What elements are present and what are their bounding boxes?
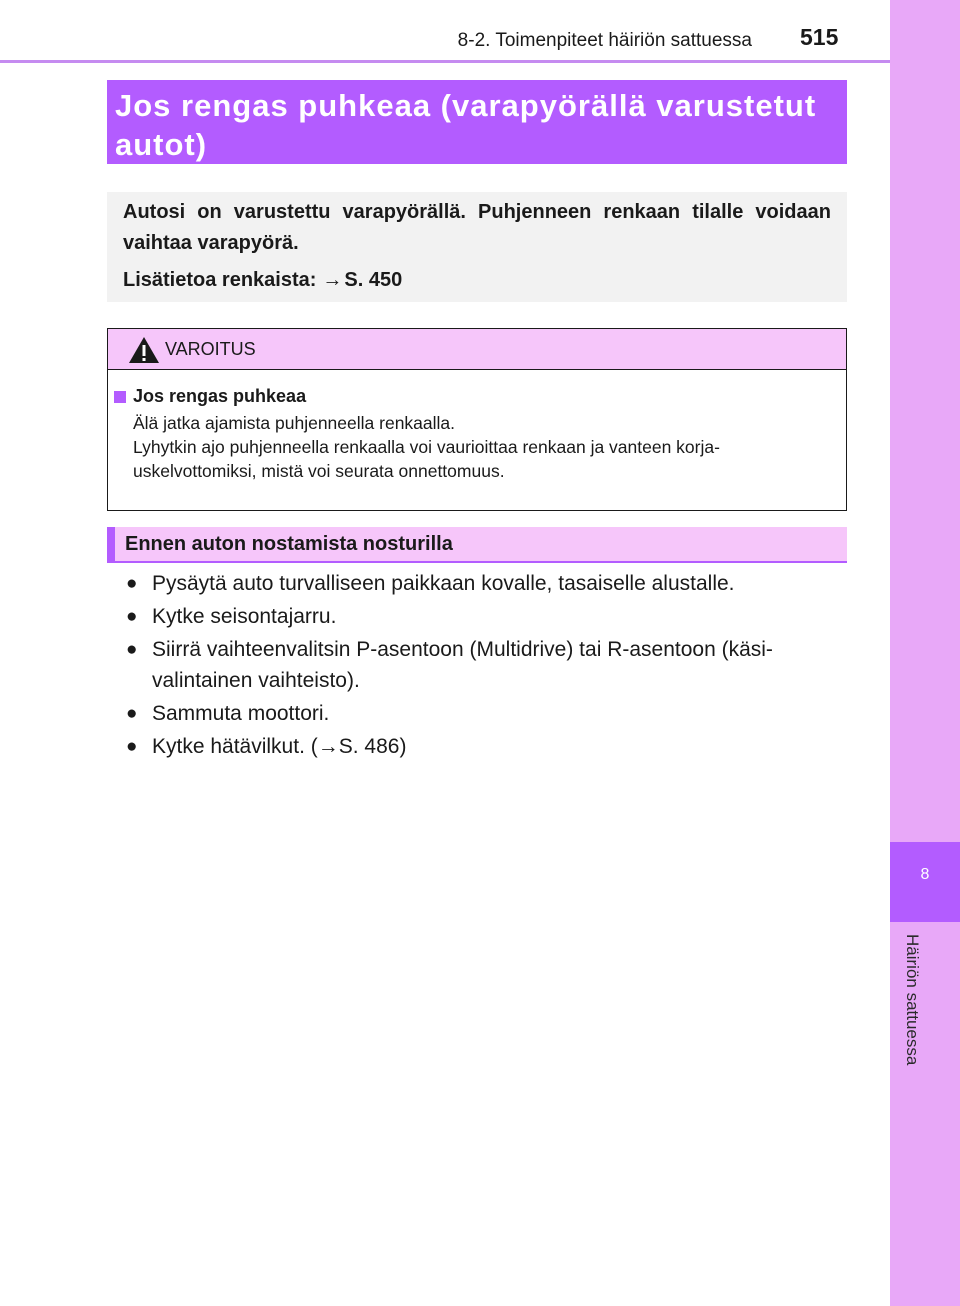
chapter-label: Häiriön sattuessa bbox=[903, 934, 922, 1066]
step-list bbox=[126, 568, 842, 764]
step-text: Pysäytä auto turvalliseen paikkaan kovalle, tasaiselle alustalle. bbox=[152, 572, 735, 595]
intro-ref-label: Lisätietoa renkaista: bbox=[123, 269, 317, 291]
section-bar bbox=[107, 527, 847, 563]
list-item bbox=[126, 634, 842, 696]
intro-box bbox=[107, 192, 847, 302]
page-title: Jos rengas puhkeaa (varapyörällä varustetut autot) bbox=[115, 88, 817, 162]
arrow-right-icon: → bbox=[322, 269, 343, 291]
warning-subhead-text: Jos rengas puhkeaa bbox=[133, 386, 307, 406]
warning-triangle-icon bbox=[128, 336, 160, 364]
list-item bbox=[126, 601, 842, 632]
chapter-side-tab bbox=[890, 0, 960, 1306]
round-bullet-icon: ● bbox=[126, 606, 138, 627]
list-item bbox=[126, 568, 842, 599]
round-bullet-icon: ● bbox=[126, 736, 138, 757]
step-text: Sammuta moottori. bbox=[152, 702, 330, 725]
section-title: Ennen auton nostamista nosturilla bbox=[125, 533, 453, 555]
list-item[interactable] bbox=[126, 731, 842, 762]
warning-header bbox=[108, 329, 846, 370]
intro-text: Autosi on varustettu varapyörällä. Puhjenneen renkaan tilalle voidaan vaihtaa varapyörä. bbox=[123, 201, 831, 254]
page-number: 515 bbox=[800, 24, 839, 50]
round-bullet-icon: ● bbox=[126, 639, 138, 660]
intro-ref-page: S. 450 bbox=[344, 269, 403, 291]
warning-body bbox=[108, 370, 846, 483]
warning-line-2: Lyhytkin ajo puhjenneella renkaalla voi vaurioittaa renkaan ja vanteen korja-uskelvottomiksi, mistä voi seurata onnettomuus. bbox=[133, 437, 720, 481]
chapter-number-block[interactable] bbox=[890, 842, 960, 922]
step-text: Kytke hätävilkut. (→S. 486) bbox=[152, 735, 407, 758]
warning-box bbox=[107, 328, 847, 511]
header-section-title: 8-2. Toimenpiteet häiriön sattuessa bbox=[457, 30, 752, 51]
square-bullet-icon bbox=[114, 391, 126, 403]
list-item bbox=[126, 698, 842, 729]
round-bullet-icon: ● bbox=[126, 703, 138, 724]
chapter-number: 8 bbox=[920, 866, 930, 883]
step-text: Kytke seisontajarru. bbox=[152, 605, 337, 628]
step-text: Siirrä vaihteenvalitsin P-asentoon (Multidrive) tai R-asentoon (käsi-valintainen vaihteisto). bbox=[152, 638, 773, 692]
title-bar bbox=[107, 80, 847, 164]
warning-title: VAROITUS bbox=[165, 339, 256, 359]
round-bullet-icon: ● bbox=[126, 573, 138, 594]
intro-reference[interactable] bbox=[123, 265, 831, 296]
warning-line-1: Älä jatka ajamista puhjenneella renkaalla. bbox=[133, 413, 456, 433]
header-rule bbox=[0, 60, 890, 63]
warning-subhead bbox=[114, 386, 834, 407]
